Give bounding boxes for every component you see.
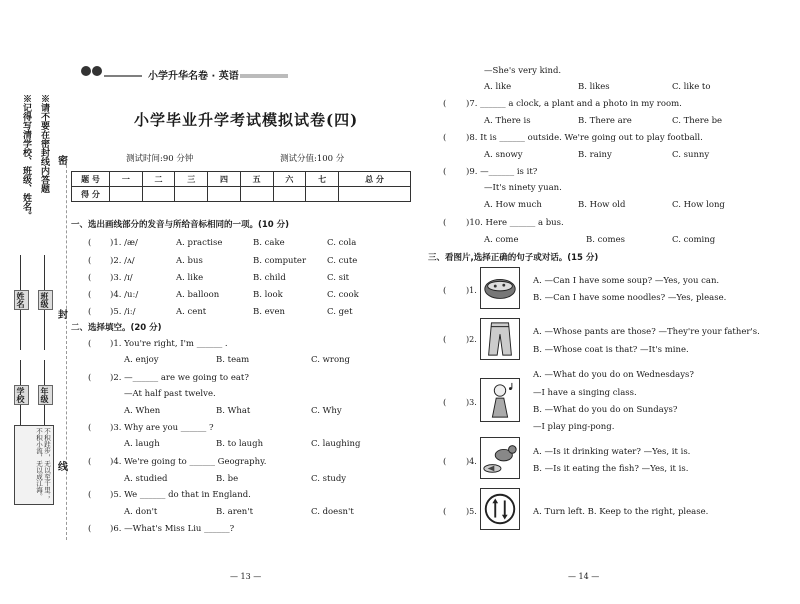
s2-q1-b[interactable]: B. team — [216, 355, 250, 365]
binding-sidebar — [0, 80, 58, 600]
s2-q2-stem: )2. —______ are we going to eat? — [110, 373, 249, 383]
s1-q5-stem: )5. /iː/ — [110, 307, 136, 317]
s2-q9-c[interactable]: C. How long — [672, 200, 725, 210]
s3-q1-b[interactable]: B. —Can I have some noodles? —Yes, please. — [533, 293, 727, 303]
s2-q6-b[interactable]: B. likes — [578, 82, 610, 92]
s2-q10-a[interactable]: A. come — [484, 235, 519, 245]
q-paren: ( — [443, 507, 447, 517]
s1-q3-b[interactable]: B. child — [253, 273, 286, 283]
s2-q7-stem: )7. ______ a clock, a plant and a photo in my room. — [466, 99, 682, 109]
q-paren: ( — [443, 457, 447, 467]
q-paren: ( — [443, 133, 447, 143]
s1-q3-stem: )3. /ɪ/ — [110, 273, 133, 283]
s3-q3-b2: —I play ping-pong. — [533, 422, 615, 432]
s2-q9-b[interactable]: B. How old — [578, 200, 626, 210]
q-paren: ( — [88, 423, 92, 433]
s3-q2-num: )2. — [466, 335, 477, 344]
q-paren: ( — [88, 273, 92, 283]
s2-q3-a[interactable]: A. laugh — [124, 439, 160, 449]
s2-q5-a[interactable]: A. don't — [124, 507, 158, 517]
s2-q3-b[interactable]: B. to laugh — [216, 439, 264, 449]
q-paren: ( — [443, 167, 447, 177]
class-seal: 班级 — [38, 290, 53, 310]
q-paren: ( — [443, 286, 447, 296]
score-table — [71, 171, 411, 202]
motto-box: 不积跬步，无以至千里；不积小流，无以成江海。 — [14, 425, 54, 505]
q-paren: ( — [88, 490, 92, 500]
cut-line — [66, 160, 67, 540]
s1-q2-a[interactable]: A. bus — [176, 256, 203, 266]
s1-q1-stem: )1. /æ/ — [110, 238, 138, 248]
s2-q1-stem: )1. You're right, I'm ______ . — [110, 339, 228, 349]
score-input-row: 得 分 — [72, 187, 411, 202]
s2-q5-b[interactable]: B. aren't — [216, 507, 254, 517]
s2-q9-stem: )9. —______ is it? — [466, 167, 538, 177]
notice-text: ※请不要在密封线内答题 — [39, 94, 49, 193]
s1-q5-c[interactable]: C. get — [327, 307, 353, 317]
s2-q10-stem: )10. Here ______ a bus. — [466, 218, 564, 228]
s2-q2-stem2: —At half past twelve. — [124, 389, 216, 399]
s2-q3-c[interactable]: C. laughing — [311, 439, 361, 449]
test-time: 测试时间:90 分钟 — [126, 154, 194, 164]
s2-q8-a[interactable]: A. snowy — [484, 150, 523, 160]
s1-q2-b[interactable]: B. computer — [253, 256, 307, 266]
s3-q3-num: )3. — [466, 398, 477, 407]
q-paren: ( — [443, 218, 447, 228]
s3-q2-b[interactable]: B. —Whose coat is that? —It's mine. — [533, 345, 689, 355]
name-seal: 姓名 — [14, 290, 29, 310]
s2-q1-c[interactable]: C. wrong — [311, 355, 350, 365]
page-number-right: — 14 — — [568, 572, 600, 581]
soup-bowl-icon — [480, 267, 520, 309]
score-header-row: 题 号 一 二 三 四 五 六 七 总 分 — [72, 172, 411, 187]
s2-q2-a[interactable]: A. When — [124, 406, 161, 416]
s2-q10-b[interactable]: B. comes — [586, 235, 625, 245]
s2-q8-b[interactable]: B. rainy — [578, 150, 612, 160]
s2-q4-b[interactable]: B. be — [216, 474, 239, 484]
grade-seal: 年级 — [38, 385, 53, 405]
s3-q4-b[interactable]: B. —Is it eating the fish? —Yes, it is. — [533, 464, 689, 474]
s2-q4-a[interactable]: A. studied — [124, 474, 168, 484]
q-paren: ( — [88, 373, 92, 383]
cat-fish-icon — [480, 437, 520, 479]
s2-q6-c[interactable]: C. like to — [672, 82, 711, 92]
s2-q8-c[interactable]: C. sunny — [672, 150, 710, 160]
s1-q4-stem: )4. /uː/ — [110, 290, 139, 300]
s1-q1-b[interactable]: B. cake — [253, 238, 285, 248]
s2-q7-a[interactable]: A. There is — [484, 116, 531, 126]
s1-q4-c[interactable]: C. cook — [327, 290, 359, 300]
s2-q9-stem2: —It's ninety yuan. — [484, 183, 562, 193]
s1-q5-b[interactable]: B. even — [253, 307, 285, 317]
s3-q3-a2: —I have a singing class. — [533, 388, 637, 398]
s3-q3-a[interactable]: A. —What do you do on Wednesdays? — [533, 370, 694, 380]
q-paren: ( — [88, 524, 92, 534]
remember-text: ※记得写清学校、班级、姓名。 — [21, 94, 31, 220]
s1-q4-b[interactable]: B. look — [253, 290, 283, 300]
s1-q1-a[interactable]: A. practise — [176, 238, 223, 248]
s1-q5-a[interactable]: A. cent — [176, 307, 207, 317]
cut-mark-feng: 封 — [58, 310, 68, 321]
s2-q6-stem: )6. —What's Miss Liu ______? — [110, 524, 235, 534]
s1-q3-a[interactable]: A. like — [176, 273, 204, 283]
q-paren: ( — [88, 238, 92, 248]
s2-q1-a[interactable]: A. enjoy — [124, 355, 159, 365]
q-paren: ( — [88, 290, 92, 300]
s1-q2-c[interactable]: C. cute — [327, 256, 358, 266]
s1-q3-c[interactable]: C. sit — [327, 273, 350, 283]
s2-q4-c[interactable]: C. study — [311, 474, 347, 484]
s3-q5-options[interactable]: A. Turn left. B. Keep to the right, please. — [533, 507, 709, 517]
s2-q4-stem: )4. We're going to ______ Geography. — [110, 457, 267, 467]
s3-q1-a[interactable]: A. —Can I have some soup? —Yes, you can. — [533, 276, 720, 286]
q-paren: ( — [88, 256, 92, 266]
girl-singing-icon — [480, 378, 520, 422]
q-paren: ( — [88, 457, 92, 467]
s1-q1-c[interactable]: C. cola — [327, 238, 357, 248]
s2-q10-c[interactable]: C. coming — [672, 235, 716, 245]
s3-q3-b[interactable]: B. —What do you do on Sundays? — [533, 405, 678, 415]
s2-q2-c[interactable]: C. Why — [311, 406, 342, 416]
s3-q4-a[interactable]: A. —Is it drinking water? —Yes, it is. — [533, 447, 691, 457]
s2-q2-b[interactable]: B. What — [216, 406, 251, 416]
s3-q4-num: )4. — [466, 457, 477, 466]
section2-title: 二、选择填空。(20 分) — [71, 323, 162, 333]
exam-title: 小学毕业升学考试模拟试卷(四) — [134, 111, 359, 129]
section1-title: 一、选出画线部分的发音与所给音标相同的一项。(10 分) — [71, 220, 290, 230]
cut-mark-mi: 密 — [58, 156, 68, 167]
s3-q5-num: )5. — [466, 507, 477, 516]
q-paren: ( — [88, 339, 92, 349]
q-paren: ( — [443, 335, 447, 345]
s2-q6-cont: —She's very kind. — [484, 66, 562, 76]
s2-q7-b[interactable]: B. There are — [578, 116, 632, 126]
section3-title: 三、看图片,选择正确的句子或对话。(15 分) — [428, 253, 599, 263]
test-score: 测试分值:100 分 — [280, 154, 345, 164]
s3-q1-num: )1. — [466, 286, 477, 295]
s1-q4-a[interactable]: A. balloon — [176, 290, 220, 300]
s2-q3-stem: )3. Why are you ______ ? — [110, 423, 214, 433]
s2-q5-c[interactable]: C. doesn't — [311, 507, 354, 517]
q-paren: ( — [88, 307, 92, 317]
s1-q2-stem: )2. /ʌ/ — [110, 256, 135, 266]
cut-mark-xian: 线 — [58, 462, 68, 473]
s2-q8-stem: )8. It is ______ outside. We're going out to play football. — [466, 133, 703, 143]
pants-icon — [480, 318, 520, 360]
q-paren: ( — [443, 99, 447, 109]
s2-q9-a[interactable]: A. How much — [484, 200, 542, 210]
s2-q7-c[interactable]: C. There be — [672, 116, 723, 126]
s2-q5-stem: )5. We ______ do that in England. — [110, 490, 251, 500]
series-title: 小学升华名卷 · 英语 — [148, 71, 239, 82]
traffic-sign-icon — [480, 488, 520, 530]
s3-q2-a[interactable]: A. —Whose pants are those? —They're your father's. — [533, 327, 760, 337]
q-paren: ( — [443, 398, 447, 408]
s2-q6-a[interactable]: A. like — [484, 82, 512, 92]
school-seal: 学校 — [14, 385, 29, 405]
page-number-left: — 13 — — [230, 572, 262, 581]
